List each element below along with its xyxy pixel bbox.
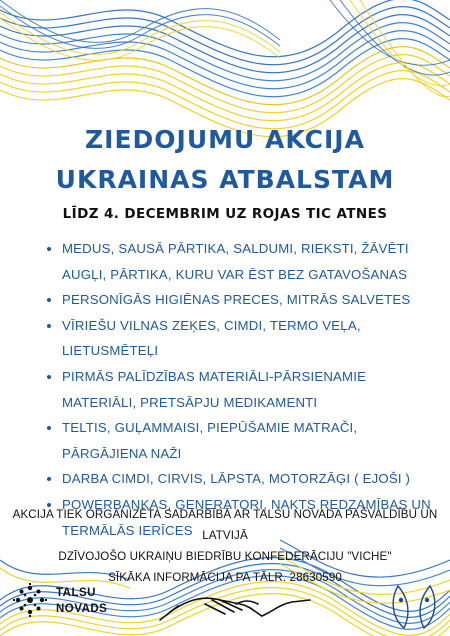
organizer-info [0,504,450,588]
logo-line-1: TALSU [56,587,96,599]
footer-line-1: AKCIJA TIEK ORGANIZĒTA SADARBĪBĀ AR TALSU NOVADA PAŠVALDĪBU UN LATVIJĀ [12,508,438,542]
poster-title [0,120,450,200]
title-line-1: ZIEDOJUMU AKCIJA [85,125,365,154]
list-item: • MEDUS, SAUSĀ PĀRTIKA, SALDUMI, RIEKSTI, ŽĀVĒTI AUGĻI, PĀRTIKA, KURU VAR ĒST BEZ GATAVOŠANAS [62,236,442,287]
list-item: • DARBA CIMDI, CIRVIS, LĀPSTA, MOTORZĀĢI ( EJOŠI ) [62,466,442,492]
logo-line-2: NOVADS [56,603,108,615]
list-item: • PIRMĀS PALĪDZĪBAS MATERIĀLI-PĀRSIENAMIE MATERIĀLI, PRETSĀPJU MEDIKAMENTI [62,364,442,415]
talsu-novads-logo-text [56,585,107,617]
list-item: • TELTIS, GUĻAMMAISI, PIEPŪŠAMIE MATRAČI, PĀRGĀJIENA NAŽI [62,415,442,466]
donation-items-list [44,236,442,543]
title-line-2: UKRAINAS ATBALSTAM [55,165,395,194]
top-flag-ribbon [0,0,450,137]
footer-line-2: DZĪVOJOŠO UKRAIŅU BIEDRĪBU KONFEDERĀCIJU "VICHE" [58,550,392,563]
footer-line-3: SĪKĀKA INFORMĀCIJA PA TĀLR. 28630590 [108,571,342,584]
list-item: • PERSONĪGĀS HIGIĒNAS PRECES, MITRĀS SALVETES [62,287,442,313]
list-item: • VĪRIEŠU VILNAS ZEĶES, CIMDI, TERMO VEĻA, LIETUSMĒTEĻI [62,313,442,364]
poster-subtitle: LĪDZ 4. DECEMBRIM UZ ROJAS TIC ATNES [62,206,388,222]
list-item: • POWERBANKAS, ĢENERATORI, NAKTS REDZAMĪBAS UN TERMĀLĀS IERĪCES [62,492,442,543]
